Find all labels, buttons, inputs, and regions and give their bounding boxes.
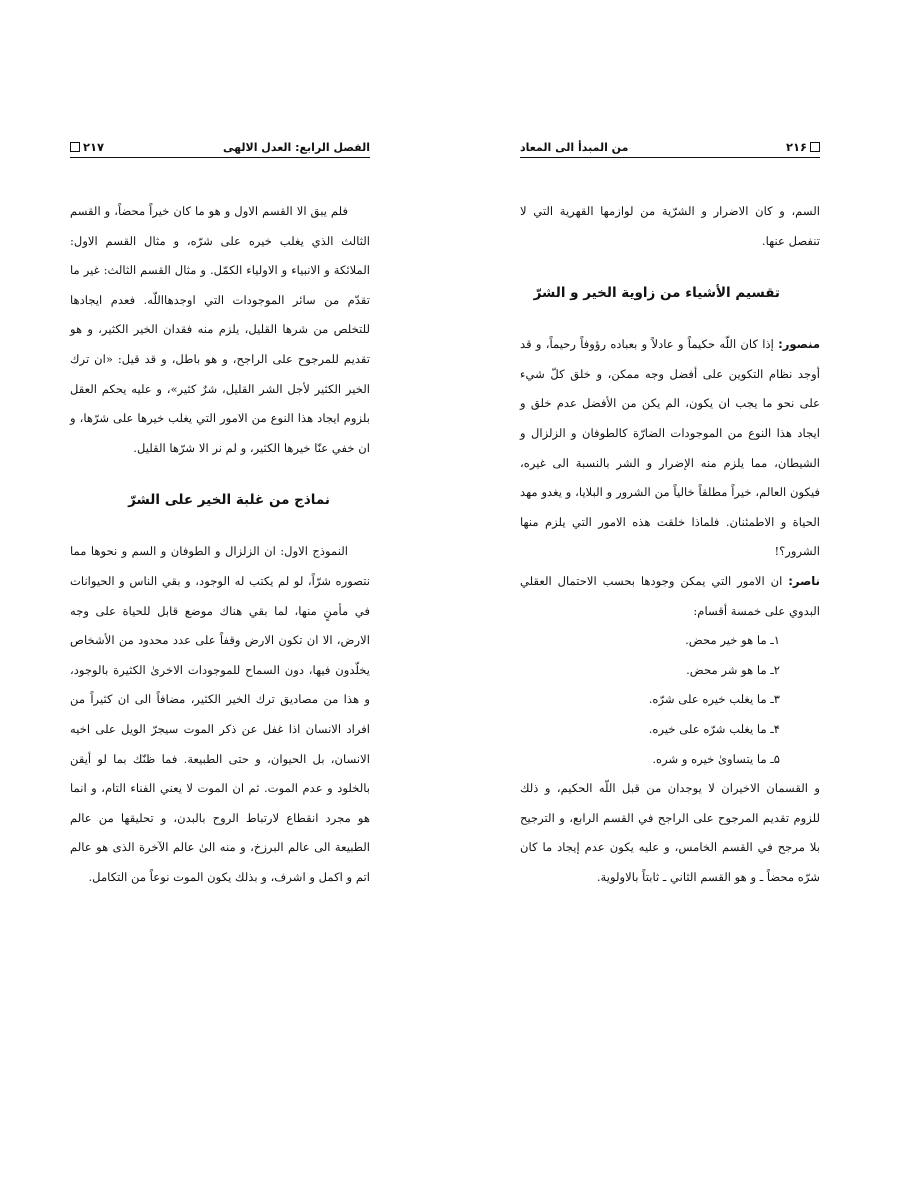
page-216 (450, 0, 900, 1200)
paragraph: فلم يبق الا القسم الاول و هو ما كان خيراً محضاً، و القسم الثالث الذي يغلب خيره على شرّه، و مثال القسم الاول: الملائكة و الانبياء و الاولياء الكمّل. و مثال القسم الثالث: غير ما تقدّم من سائر الموجودات التي اوجدهااللّه. فعدم ايجادها للتخلص من شرها القليل، يلزم منه فقدان الخير الكثير، و هو تقديم للمرجوح على الراجح، و هو باطل، و قد قيل: «ان ترك الخير الكثير لأجل الشر القليل، شرٌ كثير»، و عليه يحكم العقل بلزوم ايجاد هذا النوع من الامور التي يغلب خيرها على شرّها، و ان خفي عنّا خيرها الكثير، و لم نر الا شرّها القليل. (70, 204, 370, 455)
header-rule (70, 157, 370, 158)
section-title: تقسيم الأشياء من زاوية الخير و الشرّ (533, 285, 780, 302)
speaker-label: منصور: (778, 337, 820, 352)
section-title: نماذج من غلبة الخير على الشرّ (128, 492, 330, 509)
list-item: ۲ـ ما هو شر محض. (686, 662, 780, 677)
running-head: من المبدأ الى المعاد (520, 140, 629, 154)
running-head: الفصل الرابع: العدل الالهى (222, 140, 370, 154)
header-rule (520, 157, 820, 158)
paragraph-text: ان الامور التي يمكن وجودها بحسب الاحتمال العقلي البدوي على خمسة أقسام: (520, 573, 820, 618)
list-item: ۳ـ ما يغلب خيره على شرّه. (648, 692, 780, 707)
paragraph: و القسمان الاخيران لا يوجدان من قبل اللّه الحكيم، و ذلك للزوم تقديم المرجوح على الراجح في القسم الرابع، و الترجيح بلا مرجح في القسم الخامس، و عليه يكون عدم إيجاد ما كان شرّه محضاً ـ و هو القسم الثاني ـ ثابتاً بالاولوية. (520, 781, 820, 884)
list-item: ۴ـ ما يغلب شرّه على خيره. (648, 721, 780, 736)
paragraph (520, 567, 820, 626)
page-header (520, 137, 820, 157)
page-number-box-icon (810, 142, 820, 152)
page-number (70, 140, 104, 154)
page-number (786, 140, 820, 154)
page-number-box-icon (70, 142, 80, 152)
paragraph: السم، و كان الاضرار و الشرّية من لوازمها القهرية التي لا تنفصل عنها. (520, 204, 820, 248)
page-number-text: ۲۱۷ (83, 140, 105, 154)
list-item: ۱ـ ما هو خير محض. (685, 633, 780, 648)
speaker-label: ناصر: (788, 573, 820, 588)
paragraph (520, 330, 820, 567)
list-item: ۵ـ ما يتساوىٰ خيره و شره. (652, 751, 780, 766)
page-body (520, 197, 820, 892)
paragraph: النموذج الاول: ان الزلزال و الطوفان و السم و نحوها مما نتصوره شرّاً، لو لم يكتب له الوجود، و بقي الناس و الحيوانات في مأمنٍ منها، لما بقي هناك موضع قابل للحياة على وجه الارض، الا ان تكون الارض وقفاً على عدد محدود من الأشخاص يخلّدون فيها، دون السماح للموجودات الاخرىٰ الكثيرة بالوجود، و هذا من مصاديق ترك الخير الكثير، مضافاً الى ان كثيراً من افراد الانسان اذا غفل عن ذكر الموت سيجرّ الويل على اخيه الانسان، بل الحيوان، و حتى الطبيعة. فما ظنّك بما لو أيقن بالخلود و عدم الموت. ثم ان الموت لا يعني الفناء التام، و انما هو مجرد انقطاع لارتباط الروح بالبدن، و تحليقها من عالم الطبيعة الى عالم البرزخ، و منه الىٰ عالم الآخرة الذى هو عالم اتم و اكمل و اشرف، و بذلك يكون الموت نوعاً من التكامل. (70, 544, 370, 884)
page-number-text: ۲۱۶ (785, 140, 807, 154)
paragraph-text: إذا كان اللّه حكيماً و عادلاً و بعباده رؤوفاً رحيماً، و قد أوجد نظام التكوين على أفضل وجه ممكن، و خلق كلّ شيء على نحو ما يجب ان يكون، الم يكن من الأفضل عدم خلق و ايجاد هذا النوع من الموجودات الضارّة كالطوفان و الزلزال و الشيطان، مما يلزم منه الإضرار و الشر بالنسبة الى غيره، فيكون العالم، خيراً مطلقاً خالياً من الشرور و البلايا، و يغدو مهد الحياة و الاطمئنان. فلماذا خلقت هذه الامور التي يلزم منها الشرور؟! (520, 337, 820, 559)
page-header (70, 137, 370, 157)
page-body (70, 197, 370, 892)
